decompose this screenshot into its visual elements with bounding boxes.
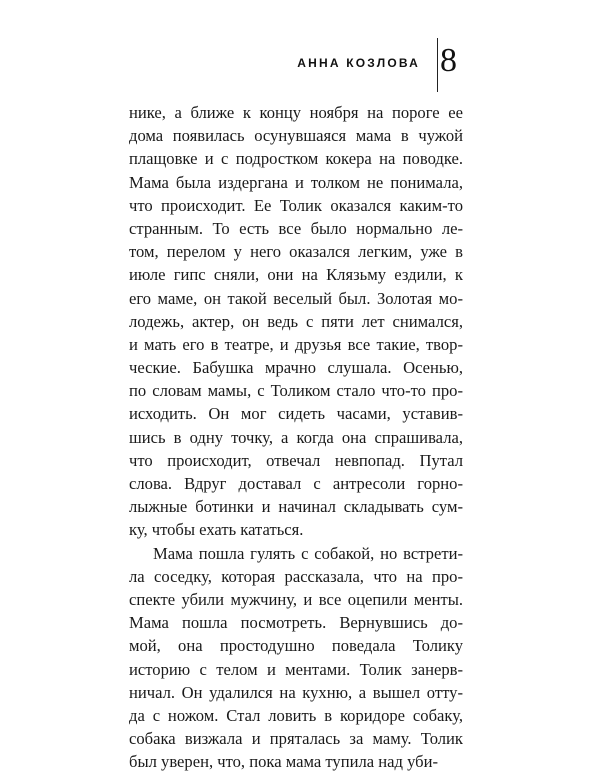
text-line: его маме, он такой веселый был. Золотая мо- [129, 288, 463, 308]
text-line: том, перелом у него оказался легким, уже в [129, 242, 463, 262]
text-line: что происходит, отвечал невпопад. Путал [129, 450, 463, 470]
text-line: был уверен, что, пока мама тупила над уби- [129, 752, 439, 772]
text-line: дома появилась осунувшаяся мама в чужой [129, 126, 463, 146]
text-line: плащовке и с подростком кокера на поводке. [129, 149, 463, 169]
text-line: шись в одну точку, а когда она спрашивала, [129, 427, 463, 447]
text-line: июле гипс сняли, они на Клязьму ездили, к [129, 265, 463, 285]
text-line: ческие. Бабушка мрачно слушала. Осенью, [129, 358, 463, 378]
text-line: ла соседку, которая рассказала, что на про- [129, 566, 463, 586]
text-line: спекте убили мужчину, и все оцепили менты. [129, 589, 463, 609]
text-line: ничал. Он удалился на кухню, а вышел отту- [129, 682, 463, 702]
text-line: что происходит. Ее Толик оказался каким-то [129, 195, 463, 215]
text-line: Мама пошла посмотреть. Вернувшись до- [129, 613, 463, 633]
page-number: 8 [440, 42, 457, 79]
running-head-author: АННА КОЗЛОВА [297, 56, 420, 70]
text-line: лодежь, актер, он ведь с пяти лет снимался, [129, 311, 463, 331]
text-line: Мама пошла гулять с собакой, но встрети- [153, 543, 463, 563]
text-line: да с ножом. Стал ловить в коридоре собаку, [129, 705, 463, 725]
text-line: историю с телом и ментами. Толик занерв- [129, 659, 463, 679]
text-line: собака визжала и пряталась за маму. Толик [129, 729, 463, 749]
running-head-divider [437, 38, 438, 92]
body-text [129, 101, 463, 773]
text-line: и мать его в театре, и друзья все такие, твор- [129, 334, 463, 354]
text-line: по словам мамы, с Толиком стало что-то про- [129, 381, 463, 401]
text-line: лыжные ботинки и начинал складывать сум- [129, 497, 463, 517]
text-line: нике, а ближе к концу ноября на пороге ее [129, 103, 463, 122]
text-line: слова. Вдруг доставал с антресоли горно- [129, 474, 463, 493]
text-line: ку, чтобы ехать кататься. [129, 520, 304, 540]
text-line: странным. То есть все было нормально ле- [129, 218, 463, 238]
text-line: мой, она простодушно поведала Толику [129, 636, 463, 656]
text-line: Мама была издергана и толком не понимала, [129, 172, 463, 192]
text-line: исходить. Он мог сидеть часами, уставив- [129, 404, 463, 424]
